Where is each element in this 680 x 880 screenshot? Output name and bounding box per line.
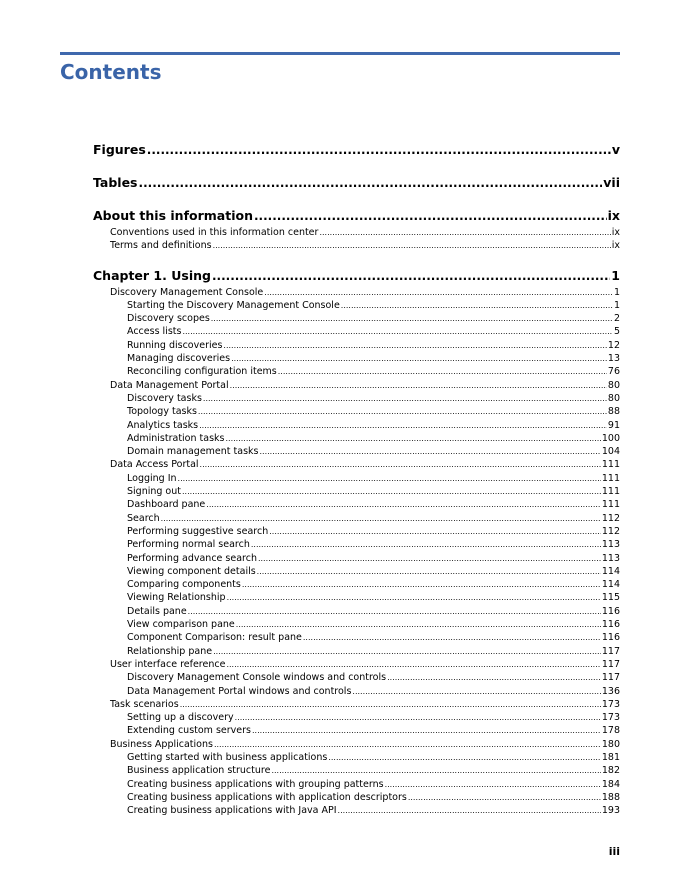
toc-entry[interactable] xyxy=(93,605,620,618)
toc-leader-dots xyxy=(242,578,601,591)
toc-leader-dots xyxy=(188,605,601,618)
toc-entry-page: 12 xyxy=(607,339,620,351)
toc-entry-label: User interface reference xyxy=(110,658,226,670)
toc-leader-dots xyxy=(182,325,613,338)
toc-leader-dots xyxy=(264,286,613,299)
toc-leader-dots xyxy=(385,778,601,791)
toc-entry-page: 173 xyxy=(601,712,620,724)
toc-leader-dots xyxy=(211,312,613,325)
toc-entry-page: 117 xyxy=(601,645,620,657)
toc-entry-label: Discovery Management Console windows and controls xyxy=(127,672,387,684)
toc-entry[interactable] xyxy=(93,485,620,498)
toc-entry-label: Extending custom servers xyxy=(127,725,251,737)
toc-leader-dots xyxy=(214,738,601,751)
toc-entry[interactable] xyxy=(93,698,620,711)
toc-entry[interactable] xyxy=(93,645,620,658)
toc-entry[interactable] xyxy=(93,173,620,193)
toc-entry[interactable] xyxy=(93,286,620,299)
toc-entry-page: 114 xyxy=(601,579,620,591)
toc-entry-label: Topology tasks xyxy=(127,406,197,418)
toc-leader-dots xyxy=(258,552,601,565)
toc-entry-label: Viewing Relationship xyxy=(127,592,226,604)
toc-entry-label: Task scenarios xyxy=(110,698,179,710)
toc-entry[interactable] xyxy=(93,764,620,777)
toc-entry[interactable] xyxy=(93,365,620,378)
toc-entry[interactable] xyxy=(93,392,620,405)
toc-entry-page: 178 xyxy=(601,725,620,737)
toc-entry-label: Dashboard pane xyxy=(127,499,206,511)
toc-leader-dots xyxy=(213,239,611,252)
toc-leader-dots xyxy=(278,365,607,378)
toc-entry[interactable] xyxy=(93,266,620,286)
toc-entry[interactable] xyxy=(93,618,620,631)
toc-entry-page: 100 xyxy=(601,432,620,444)
toc-entry-page: 113 xyxy=(601,539,620,551)
toc-leader-dots xyxy=(225,432,600,445)
toc-entry-page: 188 xyxy=(601,791,620,803)
toc-entry-label: Analytics tasks xyxy=(127,419,199,431)
toc-entry[interactable] xyxy=(93,472,620,485)
toc-entry-label: Conventions used in this information center xyxy=(110,227,319,238)
toc-leader-dots xyxy=(213,645,601,658)
toc-leader-dots xyxy=(227,591,601,604)
toc-entry[interactable] xyxy=(93,525,620,538)
toc-leader-dots xyxy=(147,140,611,160)
toc-entry-page: 173 xyxy=(601,698,620,710)
toc-entry-label: Creating business applications with application descriptors xyxy=(127,791,407,803)
toc-entry-page: 1 xyxy=(613,299,620,311)
toc-entry-page: 2 xyxy=(613,313,620,325)
toc-entry[interactable] xyxy=(93,565,620,578)
toc-leader-dots xyxy=(230,379,607,392)
toc-leader-dots xyxy=(328,751,601,764)
toc-leader-dots xyxy=(203,392,607,405)
toc-entry[interactable] xyxy=(93,711,620,724)
toc-entry-page: 180 xyxy=(601,738,620,750)
toc-entry-page: 116 xyxy=(601,632,620,644)
toc-entry-label: Figures xyxy=(93,142,146,157)
toc-entry-label: About this information xyxy=(93,208,253,223)
toc-entry-page: 1 xyxy=(613,286,620,298)
toc-entry-label: Administration tasks xyxy=(127,432,225,444)
toc-entry[interactable] xyxy=(93,538,620,551)
toc-leader-dots xyxy=(161,512,601,525)
toc-entry-label: Domain management tasks xyxy=(127,446,259,458)
toc-leader-dots xyxy=(352,685,600,698)
toc-leader-dots xyxy=(252,724,601,737)
page-title: Contents xyxy=(60,60,162,84)
toc-leader-dots xyxy=(180,698,601,711)
toc-leader-dots xyxy=(235,711,601,724)
toc-entry-label: View comparison pane xyxy=(127,619,235,631)
toc-entry[interactable] xyxy=(93,578,620,591)
toc-leader-dots xyxy=(341,299,613,312)
toc-entry[interactable] xyxy=(93,685,620,698)
toc-entry-label: Discovery scopes xyxy=(127,313,210,325)
toc-entry-page: 88 xyxy=(607,406,620,418)
toc-entry[interactable] xyxy=(93,631,620,644)
toc-entry-label: Relationship pane xyxy=(127,645,213,657)
toc-leader-dots xyxy=(408,791,601,804)
toc-entry-page: 1 xyxy=(611,267,620,283)
toc-entry-page: ix xyxy=(611,240,620,252)
toc-entry-page: v xyxy=(611,142,620,157)
toc-entry-page: 111 xyxy=(601,459,620,471)
toc-entry-label: Chapter 1. Using xyxy=(93,267,211,283)
toc-leader-dots xyxy=(226,658,600,671)
toc-entry-page: 112 xyxy=(601,512,620,524)
toc-leader-dots xyxy=(303,631,601,644)
toc-entry-label: Getting started with business applications xyxy=(127,751,328,763)
toc-leader-dots xyxy=(257,565,601,578)
toc-entry-page: 193 xyxy=(601,805,620,817)
toc-entry-label: Search xyxy=(127,512,160,524)
toc-entry[interactable] xyxy=(93,804,620,817)
toc-leader-dots xyxy=(223,339,606,352)
toc-entry[interactable] xyxy=(93,738,620,751)
toc-entry-label: Details pane xyxy=(127,605,187,617)
toc-entry[interactable] xyxy=(93,658,620,671)
toc-leader-dots xyxy=(254,206,607,226)
toc-entry[interactable] xyxy=(93,312,620,325)
toc-entry-label: Starting the Discovery Management Console xyxy=(127,299,340,311)
toc-entry-label: Component Comparison: result pane xyxy=(127,632,302,644)
toc-entry-page: 112 xyxy=(601,525,620,537)
toc-entry-label: Data Management Portal windows and controls xyxy=(127,685,352,697)
toc-entry[interactable] xyxy=(93,591,620,604)
toc-entry[interactable] xyxy=(93,239,620,252)
toc-entry-page: 80 xyxy=(607,379,620,391)
toc-leader-dots xyxy=(387,671,601,684)
toc-entry-page: 182 xyxy=(601,765,620,777)
toc-entry[interactable] xyxy=(93,458,620,471)
toc-entry-label: Comparing components xyxy=(127,579,241,591)
toc-entry-page: ix xyxy=(611,227,620,238)
toc-entry[interactable] xyxy=(93,140,620,160)
toc-entry[interactable] xyxy=(93,419,620,432)
toc-entry-label: Business Applications xyxy=(110,738,213,750)
toc-leader-dots xyxy=(271,764,600,777)
toc-entry-label: Signing out xyxy=(127,486,181,498)
toc-entry[interactable] xyxy=(93,498,620,511)
toc-entry[interactable] xyxy=(93,778,620,791)
toc-entry[interactable] xyxy=(93,325,620,338)
toc-leader-dots xyxy=(182,485,601,498)
toc-entry-label: Managing discoveries xyxy=(127,353,231,365)
toc-entry-page: 116 xyxy=(601,619,620,631)
toc-entry[interactable] xyxy=(93,791,620,804)
toc-entry-page: ix xyxy=(607,208,620,223)
toc-entry-label: Logging In xyxy=(127,472,177,484)
toc-entry-page: 181 xyxy=(601,751,620,763)
toc-leader-dots xyxy=(178,472,601,485)
toc-leader-dots xyxy=(319,226,610,239)
toc-entry-label: Performing suggestive search xyxy=(127,525,269,537)
toc-entry[interactable] xyxy=(93,352,620,365)
toc-entry-page: 136 xyxy=(601,685,620,697)
toc-entry-label: Setting up a discovery xyxy=(127,712,234,724)
toc-entry-label: Discovery Management Console xyxy=(110,286,264,298)
toc-entry-label: Performing normal search xyxy=(127,539,250,551)
toc-entry[interactable] xyxy=(93,339,620,352)
toc-entry-page: 117 xyxy=(601,658,620,670)
toc-entry-page: 80 xyxy=(607,392,620,404)
toc-entry-label: Data Access Portal xyxy=(110,459,199,471)
toc-leader-dots xyxy=(198,405,607,418)
toc-leader-dots xyxy=(251,538,601,551)
toc-leader-dots xyxy=(260,445,601,458)
toc-entry-label: Creating business applications with Java API xyxy=(127,805,337,817)
toc-entry-page: 5 xyxy=(613,326,620,338)
toc-entry-label: Access lists xyxy=(127,326,182,338)
toc-leader-dots xyxy=(236,618,601,631)
toc-entry[interactable] xyxy=(93,552,620,565)
toc-entry-label: Discovery tasks xyxy=(127,392,202,404)
toc-entry-page: 117 xyxy=(601,672,620,684)
toc-entry-page: 184 xyxy=(601,778,620,790)
toc-entry-label: Performing advance search xyxy=(127,552,257,564)
toc-leader-dots xyxy=(139,173,603,193)
toc-entry[interactable] xyxy=(93,432,620,445)
toc-entry[interactable] xyxy=(93,226,620,239)
toc-entry-page: 76 xyxy=(607,366,620,378)
toc-leader-dots xyxy=(231,352,607,365)
toc-entry-page: 91 xyxy=(607,419,620,431)
toc-entry-label: Terms and definitions xyxy=(110,240,212,252)
toc-leader-dots xyxy=(269,525,601,538)
toc-entry[interactable] xyxy=(93,445,620,458)
toc-leader-dots xyxy=(200,458,601,471)
toc-entry-label: Reconciling configuration items xyxy=(127,366,277,378)
toc-entry[interactable] xyxy=(93,512,620,525)
header-rule xyxy=(60,52,620,55)
toc-leader-dots xyxy=(199,419,607,432)
toc-leader-dots xyxy=(338,804,601,817)
toc-entry-page: 13 xyxy=(607,353,620,365)
table-of-contents xyxy=(93,140,620,817)
toc-entry-label: Viewing component details xyxy=(127,565,256,577)
toc-entry-page: 114 xyxy=(601,565,620,577)
toc-entry-page: 111 xyxy=(601,499,620,511)
toc-entry[interactable] xyxy=(93,379,620,392)
toc-entry-page: 116 xyxy=(601,605,620,617)
toc-entry[interactable] xyxy=(93,751,620,764)
toc-entry-page: 104 xyxy=(601,446,620,458)
toc-entry-page: 111 xyxy=(601,472,620,484)
toc-entry-label: Tables xyxy=(93,175,138,190)
toc-entry-label: Data Management Portal xyxy=(110,379,229,391)
toc-entry[interactable] xyxy=(93,206,620,226)
toc-entry[interactable] xyxy=(93,671,620,684)
toc-entry-page: 115 xyxy=(601,592,620,604)
page-number: iii xyxy=(608,845,620,858)
toc-entry[interactable] xyxy=(93,724,620,737)
toc-entry-label: Creating business applications with grouping patterns xyxy=(127,778,384,790)
toc-leader-dots xyxy=(206,498,601,511)
toc-entry-page: vii xyxy=(603,175,620,190)
toc-entry-label: Running discoveries xyxy=(127,339,223,351)
toc-entry[interactable] xyxy=(93,299,620,312)
toc-entry-label: Business application structure xyxy=(127,765,271,777)
toc-entry-page: 111 xyxy=(601,486,620,498)
toc-entry[interactable] xyxy=(93,405,620,418)
toc-leader-dots xyxy=(212,266,610,286)
toc-entry-page: 113 xyxy=(601,552,620,564)
